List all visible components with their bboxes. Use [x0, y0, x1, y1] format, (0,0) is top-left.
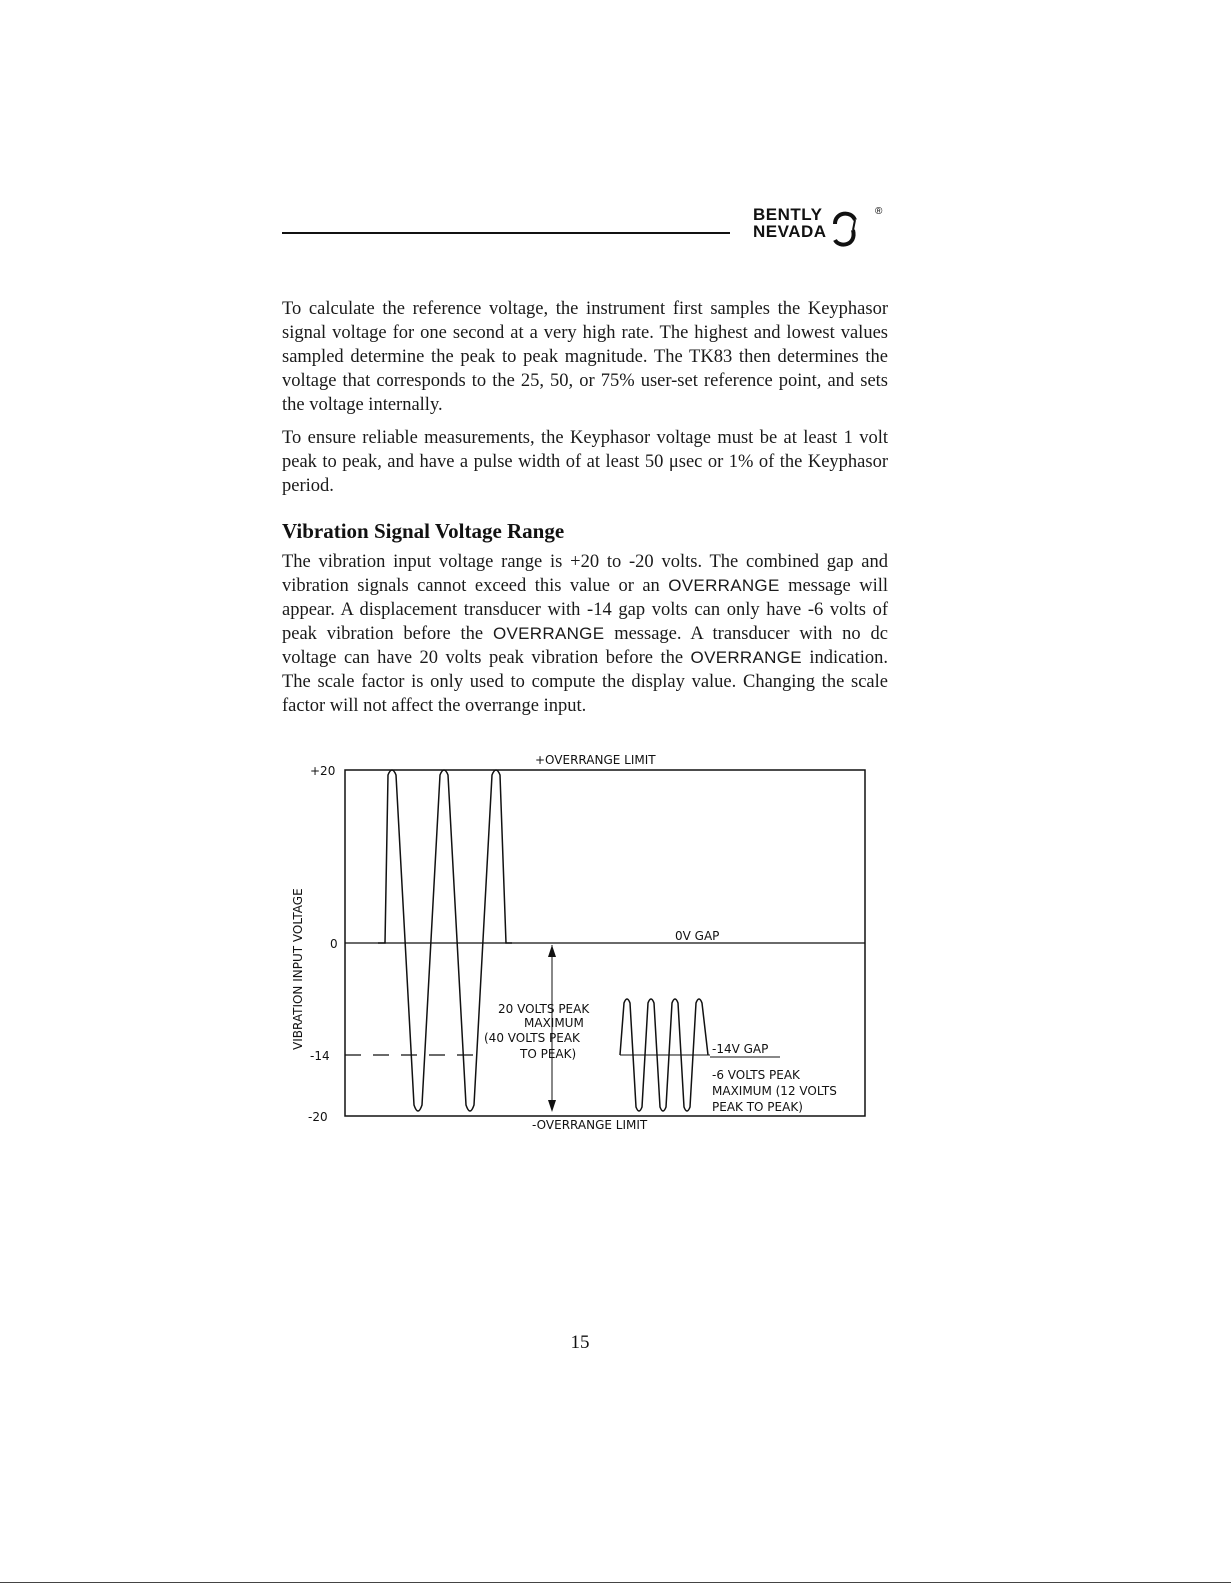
- logo-symbol-icon: [827, 206, 877, 254]
- left-annotation-line-2: MAXIMUM: [524, 1016, 584, 1030]
- logo-line-1: BENTLY: [753, 205, 823, 224]
- page-number: 15: [570, 1332, 590, 1353]
- logo-line-2: NEVADA: [753, 222, 827, 241]
- left-annotation-line-1: 20 VOLTS PEAK: [498, 1002, 590, 1016]
- zero-gap-label: 0V GAP: [675, 929, 720, 943]
- left-annotation-line-4: TO PEAK): [520, 1047, 577, 1061]
- registered-mark: ®: [875, 206, 883, 217]
- paragraph-voltage-range: [282, 550, 888, 718]
- bently-nevada-logo: [753, 206, 913, 254]
- right-annotation-line-2: MAXIMUM (12 VOLTS: [712, 1084, 837, 1098]
- tick-minus20: -20: [308, 1110, 328, 1124]
- tick-zero: 0: [330, 937, 338, 951]
- tick-minus14: -14: [310, 1049, 330, 1063]
- bottom-edge-rule: [0, 1582, 1231, 1583]
- arrow-up-icon: [548, 945, 556, 957]
- header-rule: [282, 232, 730, 234]
- p3-text-4: indication. The scale factor is only used to compute the display value. Changing the scale factor will not affect the overrange input.: [282, 648, 888, 716]
- large-waveform: [378, 770, 512, 1111]
- minus14-gap-label: -14V GAP: [712, 1042, 769, 1056]
- paragraph-reference-voltage: To calculate the reference voltage, the instrument first samples the Keyphasor signal voltage for one second at a very high rate. The highest and lowest values sampled determine the peak to peak magnitude. The TK83 then determines the voltage that corresponds to the 25, 50, or 75% user-set reference point, and sets the voltage internally.: [282, 299, 888, 415]
- tick-plus20: +20: [310, 764, 336, 778]
- overrange-term: OVERRANGE: [668, 576, 780, 595]
- p3-text-3: message. A transducer with no dc voltage can have 20 volts peak vibration before the: [282, 624, 889, 668]
- p3-text-2: message will appear. A displacement transducer with -14 gap volts can only have -6 volts of peak vibration before the: [282, 576, 888, 644]
- right-annotation-line-1: -6 VOLTS PEAK: [712, 1068, 800, 1082]
- top-overrange-label: +OVERRANGE LIMIT: [535, 753, 656, 767]
- y-axis-label: VIBRATION INPUT VOLTAGE: [291, 888, 305, 1050]
- paragraph-keyphasor-requirements: To ensure reliable measurements, the Keyphasor voltage must be at least 1 volt peak to peak, and have a pulse width of at least 50 μsec or 1% of the Keyphasor period.: [282, 428, 888, 496]
- section-heading: Vibration Signal Voltage Range: [282, 519, 565, 543]
- left-annotation-line-3: (40 VOLTS PEAK: [484, 1031, 580, 1045]
- vibration-voltage-diagram: [280, 745, 900, 1145]
- overrange-term: OVERRANGE: [493, 624, 605, 643]
- bottom-overrange-label: -OVERRANGE LIMIT: [532, 1118, 648, 1132]
- arrow-down-icon: [548, 1100, 556, 1112]
- p3-text-1: The vibration input voltage range is +20 to -20 volts. The combined gap and vibration signals cannot exceed this value or an: [282, 552, 888, 596]
- right-annotation-line-3: PEAK TO PEAK): [712, 1100, 803, 1114]
- overrange-term: OVERRANGE: [690, 648, 802, 667]
